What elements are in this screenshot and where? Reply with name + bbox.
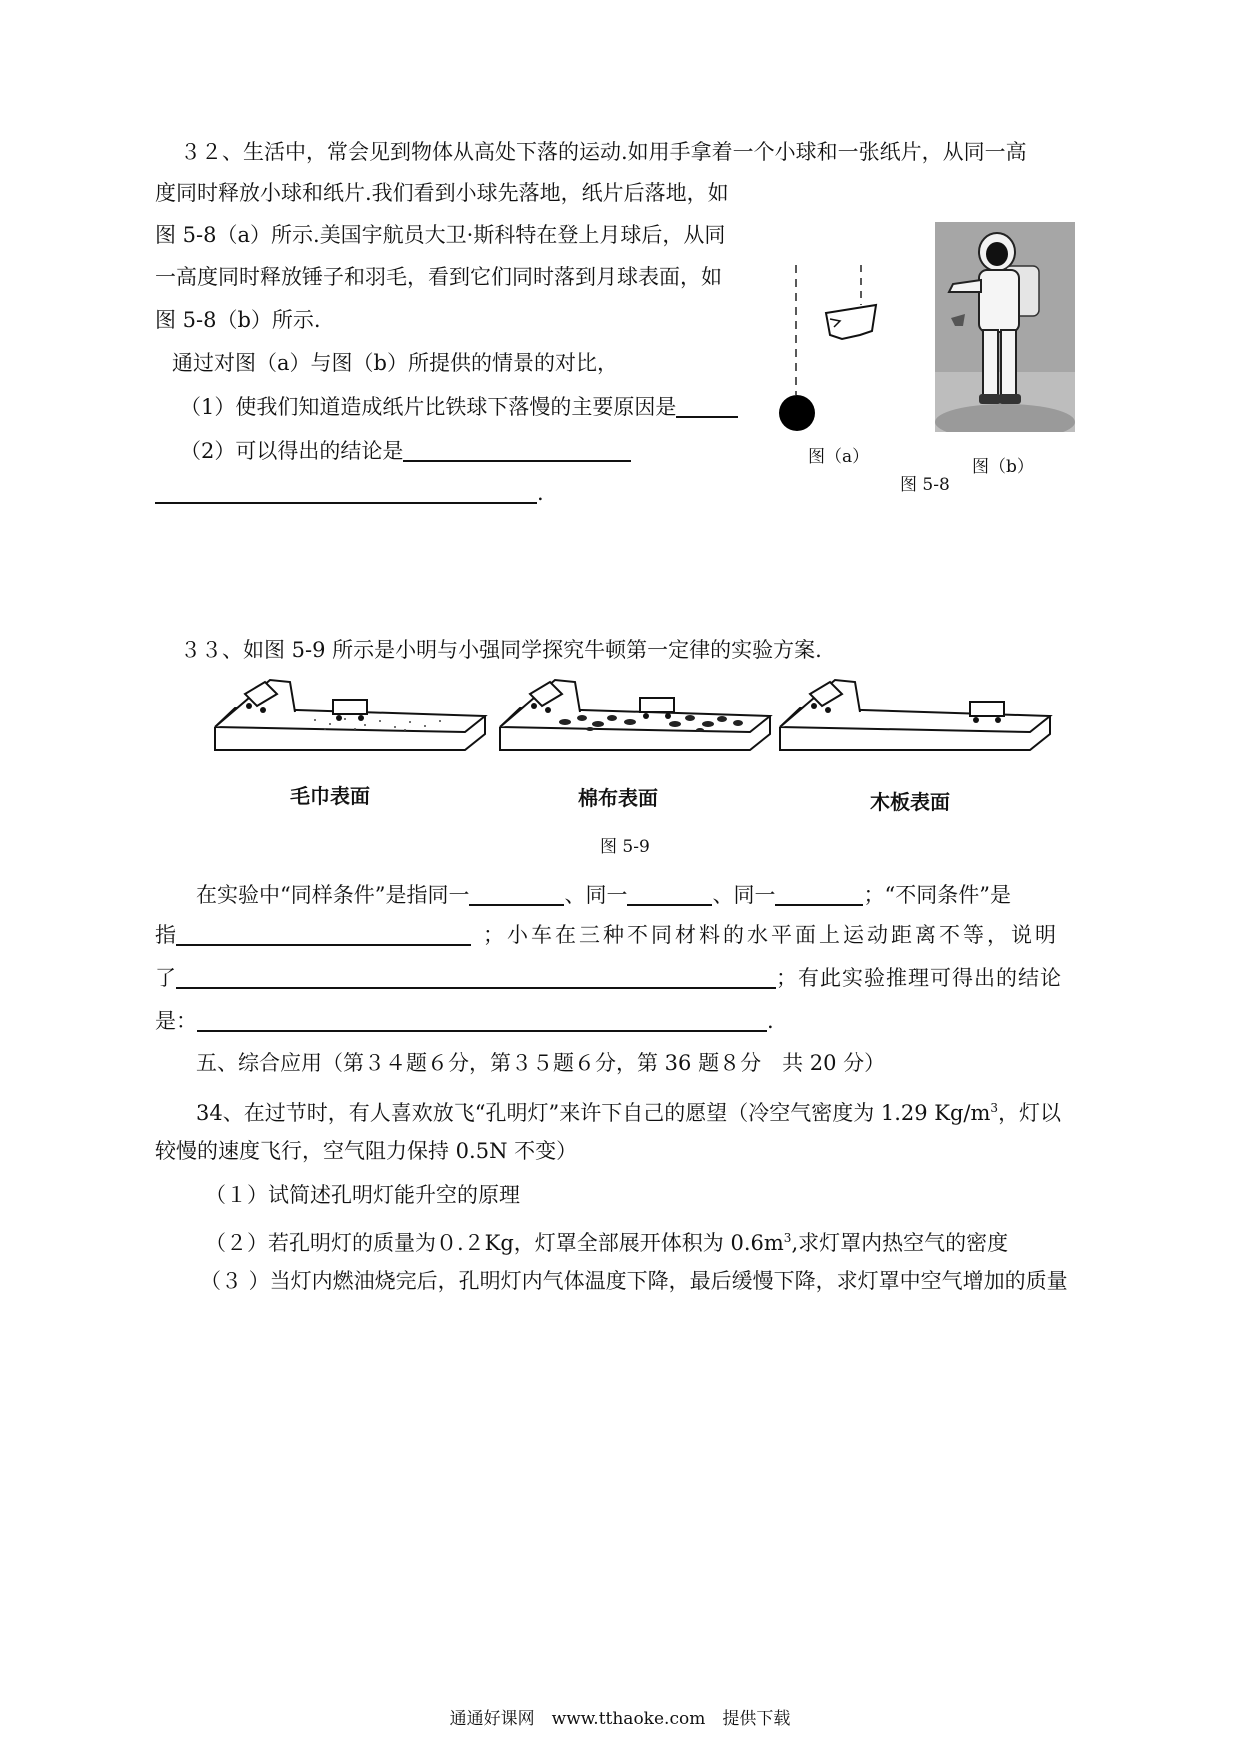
q33-blank-2[interactable] [627, 882, 712, 906]
q33-blank-1[interactable] [469, 882, 564, 906]
q34-sub-1: （１）试简述孔明灯能升空的原理 [205, 1183, 520, 1207]
q32-line-2: 度同时释放小球和纸片.我们看到小球先落地，纸片后落地，如 [155, 181, 729, 205]
section-5-title: 五、综合应用（第３４题６分，第３５题６分，第 36 题８分 共 20 分） [196, 1051, 886, 1075]
q34-line-1 [196, 1093, 1061, 1128]
iron-ball [779, 395, 815, 431]
q33-l2-text-a: 指 [155, 923, 176, 947]
q33-line-1 [196, 880, 1011, 910]
q33-l4-text-b: . [767, 1009, 774, 1033]
q33-l1-text-a: 在实验中“同样条件”是指同一 [196, 883, 470, 907]
q33-l3-text-a: 了 [155, 966, 176, 990]
q33-line-4 [155, 1006, 774, 1036]
figure-b-label: 图（b） [972, 457, 1034, 477]
q33-blank-4[interactable] [176, 922, 471, 946]
q33-line-2 [155, 920, 1059, 950]
q33-l1-text-c: 、同一 [712, 883, 776, 907]
q32-answer-blank-1[interactable] [676, 394, 738, 418]
q33-blank-3[interactable] [775, 882, 863, 906]
q34-sub2-text: （２）若孔明灯的质量为０.２Kg，灯罩全部展开体积为 0.6m [205, 1231, 784, 1255]
q32-line-3: 图 5-8（a）所示.美国宇航员大卫·斯科特在登上月球后，从同 [155, 223, 726, 247]
q34-line1-text: 34、在过节时，有人喜欢放飞“孔明灯”来许下自己的愿望（冷空气密度为 1.29 Kg/m [196, 1101, 991, 1125]
q34-line1-text-b: ，灯以 [998, 1101, 1062, 1125]
figure-5-9-caption: 图 5-9 [600, 837, 650, 857]
q32-line-1: ３２、生活中，常会见到物体从高处下落的运动.如用手拿着一个小球和一张纸片，从同一高 [180, 140, 1027, 164]
ramp-wood-surface [770, 672, 1055, 772]
q32-line-8 [180, 436, 631, 466]
ramp-towel-surface [205, 672, 490, 772]
q32-period: . [537, 481, 544, 505]
surface-label-wood: 木板表面 [870, 790, 950, 814]
q33-l2-text-b: ；小车在三种不同材料的水平面上运动距离不等，说明 [483, 923, 1059, 947]
surface-label-towel: 毛巾表面 [290, 784, 370, 808]
q32-sub2-text: （2）可以得出的结论是 [180, 439, 404, 463]
q33-blank-6[interactable] [197, 1008, 767, 1032]
leg-left [983, 330, 998, 396]
q34-sub2-text-b: ,求灯罩内热空气的密度 [791, 1231, 1009, 1255]
q33-l4-text-a: 是： [155, 1009, 197, 1033]
q32-line-9 [155, 478, 544, 508]
figure-5-8a-ball-paper [770, 255, 910, 460]
suit-torso [979, 270, 1019, 332]
paper-sheet [826, 305, 876, 339]
figure-a-label: 图（a） [808, 447, 870, 467]
q34-sub-2 [205, 1223, 1008, 1258]
q32-line-7 [180, 392, 738, 422]
surface-label-cotton: 棉布表面 [578, 786, 658, 810]
q32-line-5: 图 5-8（b）所示. [155, 308, 321, 332]
q32-answer-blank-3[interactable] [155, 480, 537, 504]
q34-line1-sup: 3 [990, 1101, 999, 1115]
q33-l1-text-d: ；“不同条件”是 [863, 883, 1011, 907]
boot-right [999, 394, 1021, 404]
q33-intro: ３３、如图 5-9 所示是小明与小强同学探究牛顿第一定律的实验方案. [180, 638, 822, 662]
q33-blank-5[interactable] [176, 965, 776, 989]
q34-line-2: 较慢的速度飞行，空气阻力保持 0.5N 不变） [155, 1139, 578, 1163]
q33-l3-text-b: ；有此实验推理可得出的结论 [776, 966, 1062, 990]
figure-5-8b-astronaut [935, 222, 1075, 432]
q32-sub1-text: （1）使我们知道造成纸片比铁球下落慢的主要原因是 [180, 395, 677, 419]
visor [986, 242, 1008, 266]
leg-right [1001, 330, 1016, 396]
page-footer: 通通好课网 www.tthaoke.com 提供下载 [449, 1709, 791, 1729]
figure-5-8-caption: 图 5-8 [900, 475, 950, 495]
q32-answer-blank-2[interactable] [403, 438, 631, 462]
q32-line-6: 通过对图（a）与图（b）所提供的情景的对比， [172, 351, 618, 375]
q32-line-4: 一高度同时释放锤子和羽毛，看到它们同时落到月球表面，如 [155, 265, 722, 289]
q33-line-3 [155, 963, 1062, 993]
q34-sub2-sup: 3 [783, 1231, 792, 1245]
q34-sub-3: （３ ）当灯内燃油烧完后，孔明灯内气体温度下降，最后缓慢下降，求灯罩中空气增加的质量 [200, 1269, 1068, 1293]
boot-left [979, 394, 1001, 404]
q33-l1-text-b: 、同一 [564, 883, 628, 907]
ramp-cotton-surface [490, 672, 775, 772]
